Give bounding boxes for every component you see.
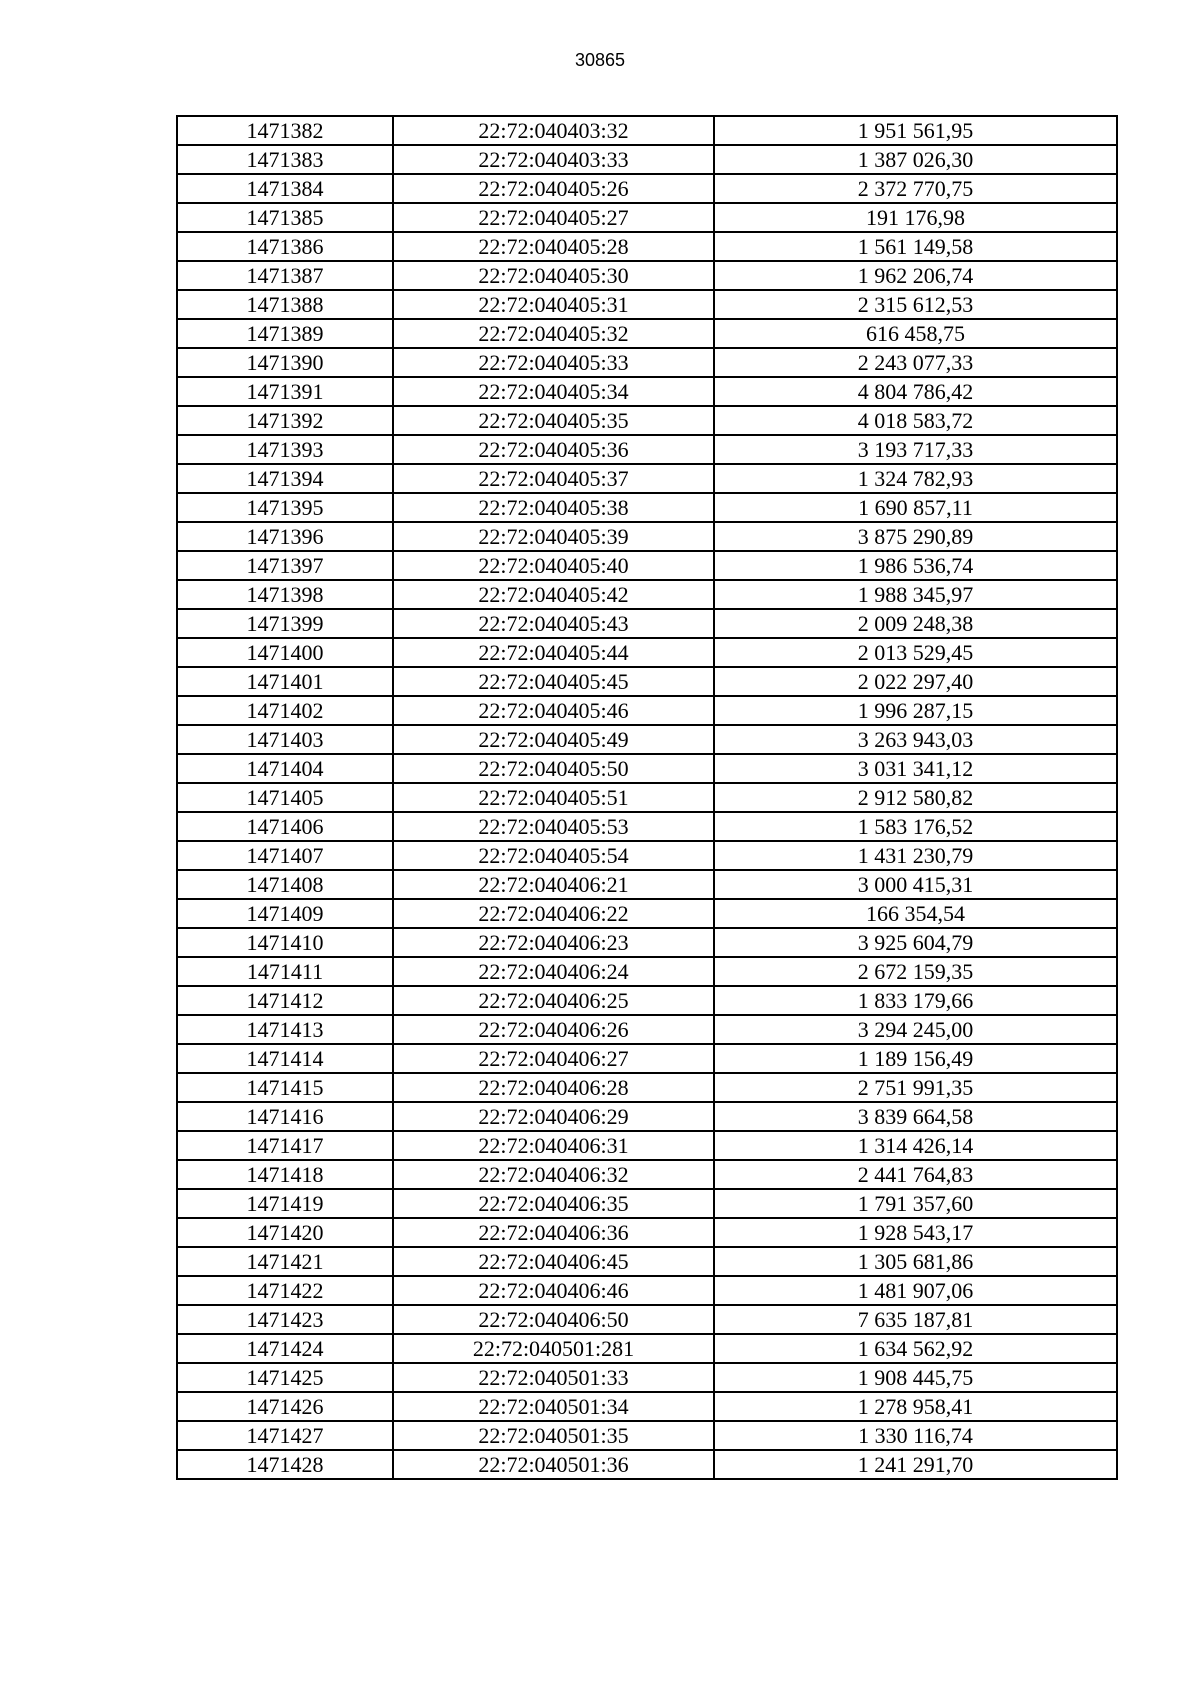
cadastral-number-cell: 22:72:040406:24 xyxy=(393,957,714,986)
cadastral-number-cell: 22:72:040406:28 xyxy=(393,1073,714,1102)
row-number-cell: 1471405 xyxy=(177,783,393,812)
row-number-cell: 1471421 xyxy=(177,1247,393,1276)
table-row xyxy=(177,1334,1117,1363)
cadastral-number-cell: 22:72:040403:33 xyxy=(393,145,714,174)
table-row xyxy=(177,1363,1117,1392)
cadastral-value-cell: 2 672 159,35 xyxy=(714,957,1117,986)
cadastral-number-cell: 22:72:040405:42 xyxy=(393,580,714,609)
table-row xyxy=(177,1102,1117,1131)
cadastral-value-cell: 3 193 717,33 xyxy=(714,435,1117,464)
cadastral-value-cell: 1 324 782,93 xyxy=(714,464,1117,493)
table-row xyxy=(177,290,1117,319)
row-number-cell: 1471388 xyxy=(177,290,393,319)
cadastral-number-cell: 22:72:040405:30 xyxy=(393,261,714,290)
cadastral-number-cell: 22:72:040405:50 xyxy=(393,754,714,783)
cadastral-number-cell: 22:72:040403:32 xyxy=(393,116,714,145)
table-row xyxy=(177,957,1117,986)
cadastral-value-cell: 1 481 907,06 xyxy=(714,1276,1117,1305)
row-number-cell: 1471420 xyxy=(177,1218,393,1247)
cadastral-value-table-container xyxy=(176,115,1118,1480)
cadastral-value-cell: 1 928 543,17 xyxy=(714,1218,1117,1247)
table-row xyxy=(177,406,1117,435)
cadastral-value-cell: 1 634 562,92 xyxy=(714,1334,1117,1363)
cadastral-number-cell: 22:72:040501:281 xyxy=(393,1334,714,1363)
table-row xyxy=(177,609,1117,638)
cadastral-value-cell: 1 241 291,70 xyxy=(714,1450,1117,1479)
row-number-cell: 1471402 xyxy=(177,696,393,725)
cadastral-number-cell: 22:72:040405:36 xyxy=(393,435,714,464)
cadastral-value-cell: 1 986 536,74 xyxy=(714,551,1117,580)
table-row xyxy=(177,696,1117,725)
row-number-cell: 1471389 xyxy=(177,319,393,348)
table-row xyxy=(177,203,1117,232)
table-row xyxy=(177,1218,1117,1247)
table-row xyxy=(177,1450,1117,1479)
cadastral-number-cell: 22:72:040405:27 xyxy=(393,203,714,232)
table-row xyxy=(177,1247,1117,1276)
cadastral-value-cell: 1 833 179,66 xyxy=(714,986,1117,1015)
row-number-cell: 1471407 xyxy=(177,841,393,870)
table-row xyxy=(177,551,1117,580)
table-row xyxy=(177,1421,1117,1450)
row-number-cell: 1471384 xyxy=(177,174,393,203)
row-number-cell: 1471403 xyxy=(177,725,393,754)
cadastral-value-cell: 1 996 287,15 xyxy=(714,696,1117,725)
cadastral-number-cell: 22:72:040405:49 xyxy=(393,725,714,754)
row-number-cell: 1471413 xyxy=(177,1015,393,1044)
cadastral-number-cell: 22:72:040406:29 xyxy=(393,1102,714,1131)
row-number-cell: 1471382 xyxy=(177,116,393,145)
row-number-cell: 1471406 xyxy=(177,812,393,841)
cadastral-number-cell: 22:72:040406:25 xyxy=(393,986,714,1015)
row-number-cell: 1471390 xyxy=(177,348,393,377)
row-number-cell: 1471393 xyxy=(177,435,393,464)
cadastral-number-cell: 22:72:040406:46 xyxy=(393,1276,714,1305)
cadastral-value-cell: 4 804 786,42 xyxy=(714,377,1117,406)
table-row xyxy=(177,1189,1117,1218)
row-number-cell: 1471392 xyxy=(177,406,393,435)
cadastral-number-cell: 22:72:040405:51 xyxy=(393,783,714,812)
cadastral-value-cell: 4 018 583,72 xyxy=(714,406,1117,435)
cadastral-number-cell: 22:72:040501:35 xyxy=(393,1421,714,1450)
row-number-cell: 1471394 xyxy=(177,464,393,493)
table-row xyxy=(177,754,1117,783)
cadastral-value-cell: 191 176,98 xyxy=(714,203,1117,232)
table-row xyxy=(177,1131,1117,1160)
cadastral-value-cell: 2 315 612,53 xyxy=(714,290,1117,319)
table-row xyxy=(177,319,1117,348)
row-number-cell: 1471412 xyxy=(177,986,393,1015)
cadastral-number-cell: 22:72:040405:31 xyxy=(393,290,714,319)
cadastral-value-cell: 1 951 561,95 xyxy=(714,116,1117,145)
table-row xyxy=(177,580,1117,609)
row-number-cell: 1471415 xyxy=(177,1073,393,1102)
cadastral-number-cell: 22:72:040405:45 xyxy=(393,667,714,696)
table-row xyxy=(177,174,1117,203)
cadastral-value-cell: 2 372 770,75 xyxy=(714,174,1117,203)
page-number: 30865 xyxy=(574,50,626,70)
cadastral-number-cell: 22:72:040405:46 xyxy=(393,696,714,725)
cadastral-value-cell: 3 000 415,31 xyxy=(714,870,1117,899)
cadastral-number-cell: 22:72:040405:43 xyxy=(393,609,714,638)
table-row xyxy=(177,841,1117,870)
cadastral-number-cell: 22:72:040406:31 xyxy=(393,1131,714,1160)
row-number-cell: 1471426 xyxy=(177,1392,393,1421)
table-row xyxy=(177,725,1117,754)
row-number-cell: 1471417 xyxy=(177,1131,393,1160)
row-number-cell: 1471391 xyxy=(177,377,393,406)
cadastral-number-cell: 22:72:040406:21 xyxy=(393,870,714,899)
row-number-cell: 1471418 xyxy=(177,1160,393,1189)
table-row xyxy=(177,783,1117,812)
cadastral-value-cell: 2 022 297,40 xyxy=(714,667,1117,696)
table-row xyxy=(177,435,1117,464)
cadastral-number-cell: 22:72:040406:26 xyxy=(393,1015,714,1044)
table-row xyxy=(177,638,1117,667)
row-number-cell: 1471397 xyxy=(177,551,393,580)
cadastral-number-cell: 22:72:040406:32 xyxy=(393,1160,714,1189)
table-row xyxy=(177,1305,1117,1334)
table-row xyxy=(177,1073,1117,1102)
table-row xyxy=(177,1044,1117,1073)
row-number-cell: 1471425 xyxy=(177,1363,393,1392)
cadastral-number-cell: 22:72:040406:22 xyxy=(393,899,714,928)
row-number-cell: 1471383 xyxy=(177,145,393,174)
table-row xyxy=(177,667,1117,696)
row-number-cell: 1471414 xyxy=(177,1044,393,1073)
cadastral-value-cell: 1 189 156,49 xyxy=(714,1044,1117,1073)
cadastral-value-cell: 166 354,54 xyxy=(714,899,1117,928)
row-number-cell: 1471399 xyxy=(177,609,393,638)
cadastral-value-cell: 1 278 958,41 xyxy=(714,1392,1117,1421)
cadastral-number-cell: 22:72:040405:53 xyxy=(393,812,714,841)
cadastral-value-cell: 1 988 345,97 xyxy=(714,580,1117,609)
row-number-cell: 1471411 xyxy=(177,957,393,986)
row-number-cell: 1471400 xyxy=(177,638,393,667)
cadastral-value-cell: 2 243 077,33 xyxy=(714,348,1117,377)
cadastral-value-cell: 3 263 943,03 xyxy=(714,725,1117,754)
cadastral-value-cell: 1 330 116,74 xyxy=(714,1421,1117,1450)
cadastral-value-cell: 2 912 580,82 xyxy=(714,783,1117,812)
cadastral-number-cell: 22:72:040405:40 xyxy=(393,551,714,580)
row-number-cell: 1471422 xyxy=(177,1276,393,1305)
cadastral-number-cell: 22:72:040405:37 xyxy=(393,464,714,493)
cadastral-value-cell: 2 441 764,83 xyxy=(714,1160,1117,1189)
cadastral-number-cell: 22:72:040405:33 xyxy=(393,348,714,377)
cadastral-value-cell: 2 009 248,38 xyxy=(714,609,1117,638)
table-row xyxy=(177,899,1117,928)
cadastral-number-cell: 22:72:040405:44 xyxy=(393,638,714,667)
cadastral-value-cell: 1 791 357,60 xyxy=(714,1189,1117,1218)
row-number-cell: 1471387 xyxy=(177,261,393,290)
table-row xyxy=(177,464,1117,493)
row-number-cell: 1471427 xyxy=(177,1421,393,1450)
cadastral-number-cell: 22:72:040406:45 xyxy=(393,1247,714,1276)
cadastral-value-cell: 3 839 664,58 xyxy=(714,1102,1117,1131)
cadastral-number-cell: 22:72:040405:32 xyxy=(393,319,714,348)
cadastral-number-cell: 22:72:040501:36 xyxy=(393,1450,714,1479)
cadastral-value-cell: 1 314 426,14 xyxy=(714,1131,1117,1160)
table-body xyxy=(177,116,1117,1479)
cadastral-value-cell: 3 031 341,12 xyxy=(714,754,1117,783)
cadastral-number-cell: 22:72:040405:39 xyxy=(393,522,714,551)
row-number-cell: 1471424 xyxy=(177,1334,393,1363)
table-row xyxy=(177,812,1117,841)
cadastral-number-cell: 22:72:040405:38 xyxy=(393,493,714,522)
table-row xyxy=(177,1392,1117,1421)
cadastral-value-cell: 1 690 857,11 xyxy=(714,493,1117,522)
row-number-cell: 1471423 xyxy=(177,1305,393,1334)
table-row xyxy=(177,986,1117,1015)
table-row xyxy=(177,1015,1117,1044)
cadastral-value-cell: 3 925 604,79 xyxy=(714,928,1117,957)
cadastral-value-cell: 2 751 991,35 xyxy=(714,1073,1117,1102)
table-row xyxy=(177,1160,1117,1189)
cadastral-number-cell: 22:72:040405:28 xyxy=(393,232,714,261)
cadastral-number-cell: 22:72:040406:27 xyxy=(393,1044,714,1073)
table-row xyxy=(177,116,1117,145)
table-row xyxy=(177,377,1117,406)
cadastral-value-cell: 616 458,75 xyxy=(714,319,1117,348)
row-number-cell: 1471410 xyxy=(177,928,393,957)
row-number-cell: 1471401 xyxy=(177,667,393,696)
row-number-cell: 1471395 xyxy=(177,493,393,522)
cadastral-number-cell: 22:72:040406:50 xyxy=(393,1305,714,1334)
cadastral-value-cell: 7 635 187,81 xyxy=(714,1305,1117,1334)
cadastral-value-cell: 1 583 176,52 xyxy=(714,812,1117,841)
cadastral-number-cell: 22:72:040405:54 xyxy=(393,841,714,870)
row-number-cell: 1471408 xyxy=(177,870,393,899)
table-row xyxy=(177,261,1117,290)
cadastral-value-table xyxy=(176,115,1118,1480)
cadastral-value-cell: 1 387 026,30 xyxy=(714,145,1117,174)
cadastral-number-cell: 22:72:040405:26 xyxy=(393,174,714,203)
cadastral-value-cell: 2 013 529,45 xyxy=(714,638,1117,667)
cadastral-value-cell: 1 431 230,79 xyxy=(714,841,1117,870)
cadastral-value-cell: 3 294 245,00 xyxy=(714,1015,1117,1044)
row-number-cell: 1471409 xyxy=(177,899,393,928)
cadastral-value-cell: 1 561 149,58 xyxy=(714,232,1117,261)
table-row xyxy=(177,493,1117,522)
row-number-cell: 1471396 xyxy=(177,522,393,551)
row-number-cell: 1471398 xyxy=(177,580,393,609)
row-number-cell: 1471404 xyxy=(177,754,393,783)
table-row xyxy=(177,928,1117,957)
cadastral-number-cell: 22:72:040405:35 xyxy=(393,406,714,435)
row-number-cell: 1471428 xyxy=(177,1450,393,1479)
cadastral-number-cell: 22:72:040406:23 xyxy=(393,928,714,957)
cadastral-value-cell: 3 875 290,89 xyxy=(714,522,1117,551)
row-number-cell: 1471419 xyxy=(177,1189,393,1218)
table-row xyxy=(177,522,1117,551)
cadastral-value-cell: 1 908 445,75 xyxy=(714,1363,1117,1392)
cadastral-number-cell: 22:72:040406:35 xyxy=(393,1189,714,1218)
cadastral-number-cell: 22:72:040501:33 xyxy=(393,1363,714,1392)
cadastral-value-cell: 1 305 681,86 xyxy=(714,1247,1117,1276)
cadastral-value-cell: 1 962 206,74 xyxy=(714,261,1117,290)
cadastral-number-cell: 22:72:040405:34 xyxy=(393,377,714,406)
cadastral-number-cell: 22:72:040501:34 xyxy=(393,1392,714,1421)
cadastral-number-cell: 22:72:040406:36 xyxy=(393,1218,714,1247)
row-number-cell: 1471416 xyxy=(177,1102,393,1131)
table-row xyxy=(177,145,1117,174)
table-row xyxy=(177,870,1117,899)
row-number-cell: 1471386 xyxy=(177,232,393,261)
row-number-cell: 1471385 xyxy=(177,203,393,232)
table-row xyxy=(177,348,1117,377)
table-row xyxy=(177,1276,1117,1305)
table-row xyxy=(177,232,1117,261)
